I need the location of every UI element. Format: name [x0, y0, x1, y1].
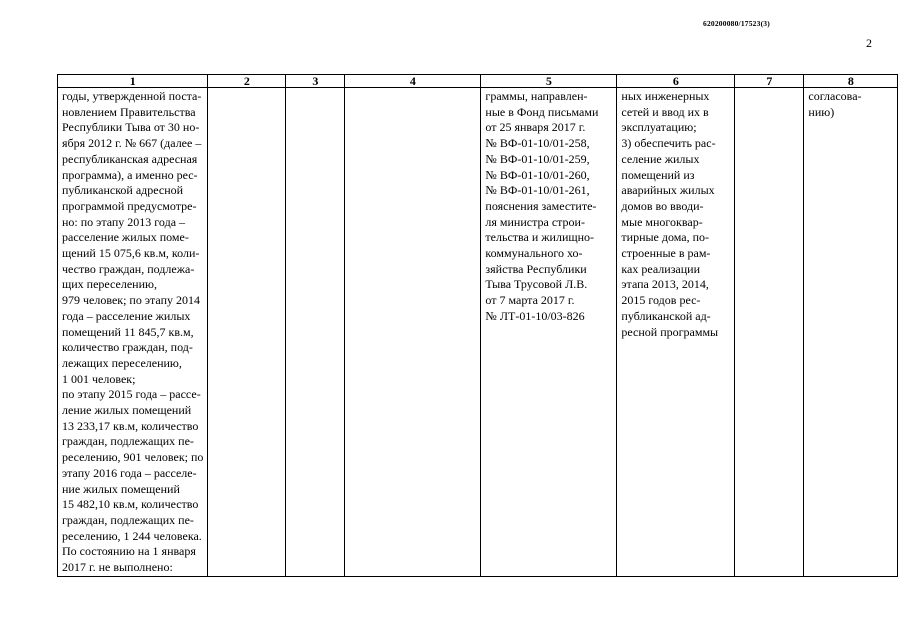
page-number: 2 [866, 36, 872, 50]
column-header-5: 5 [481, 75, 617, 88]
cell-col-6 [617, 88, 735, 577]
cell-col-3 [286, 88, 345, 577]
cell-text-line: по этапу 2015 года – рассе- [62, 387, 201, 402]
cell-text-line: 979 человек; по этапу 2014 [62, 293, 200, 308]
document-code: 620200080/17523(3) [703, 19, 770, 28]
cell-col-5 [481, 88, 617, 577]
cell-text-line: аварийных жилых [621, 183, 715, 198]
cell-text-line: реселению, 901 человек; по [62, 450, 204, 465]
cell-text-line: 13 233,17 кв.м, количество [62, 418, 199, 433]
cell-text-line: помещений 11 845,7 кв.м, [62, 324, 194, 339]
cell-col-7 [735, 88, 804, 577]
cell-text-line: граждан, подлежащих пе- [62, 512, 194, 527]
cell-text-line: республиканская адресная [62, 151, 198, 166]
cell-text-line: количество граждан, под- [62, 340, 193, 355]
column-header-2: 2 [208, 75, 286, 88]
cell-text-line: лежащих переселению, [62, 355, 182, 370]
cell-text-line: помещений из [621, 167, 695, 182]
column-header-1: 1 [58, 75, 208, 88]
cell-text-line: новлением Правительства [62, 104, 196, 119]
cell-text-line: этапа 2013, 2014, [621, 277, 709, 292]
column-header-3: 3 [286, 75, 345, 88]
table-row [58, 88, 898, 577]
column-header-8: 8 [804, 75, 898, 88]
data-table [57, 74, 898, 577]
cell-col-1 [58, 88, 208, 577]
cell-text-line: чество граждан, подлежа- [62, 261, 195, 276]
column-header-6: 6 [617, 75, 735, 88]
cell-text-line: граждан, подлежащих пе- [62, 434, 194, 449]
cell-text-line: года – расселение жилых [62, 308, 191, 323]
cell-text-line: № ВФ-01-10/01-258, [485, 136, 590, 151]
cell-text-line: селение жилых [621, 151, 700, 166]
cell-text-line: строенные в рам- [621, 246, 711, 261]
cell-text-line: ках реализации [621, 261, 701, 276]
cell-text-line: № ВФ-01-10/01-259, [485, 151, 590, 166]
cell-text-line: мые многоквар- [621, 214, 703, 229]
cell-text-line: 15 482,10 кв.м, количество [62, 497, 199, 512]
cell-text-line: от 7 марта 2017 г. [485, 293, 575, 308]
cell-text-line: коммунального хо- [485, 246, 583, 261]
cell-text-line: от 25 января 2017 г. [485, 120, 586, 135]
cell-text-line: публиканской ад- [621, 308, 711, 323]
cell-text-line: щих переселению, [62, 277, 157, 292]
cell-text-line: тельства и жилищно- [485, 230, 595, 245]
cell-col-4 [345, 88, 481, 577]
column-header-4: 4 [345, 75, 481, 88]
cell-text-line: согласова- [808, 89, 862, 103]
cell-text-line: 2015 годов рес- [621, 293, 701, 308]
cell-text-line: программой предусмотре- [62, 198, 197, 213]
cell-text-line: эксплуатацию; [621, 120, 697, 135]
cell-text-line: зяйства Республики [485, 261, 587, 276]
cell-text-line: тирные дома, по- [621, 230, 710, 245]
cell-text-line: домов во вводи- [621, 198, 704, 213]
cell-col-8 [804, 88, 898, 577]
cell-text-line: ние жилых помещений [62, 481, 180, 496]
cell-text-line: ресной программы [621, 324, 719, 339]
cell-text-line: годы, утвержденной поста- [62, 89, 202, 103]
cell-text-line: публиканской адресной [62, 183, 184, 198]
cell-text-line: Тыва Трусовой Л.В. [485, 277, 588, 292]
cell-text-line: ление жилых помещений [62, 403, 192, 418]
cell-text-line: 1 001 человек; [62, 371, 136, 386]
cell-text-line: ных инженерных [621, 89, 710, 103]
cell-text-line: граммы, направлен- [485, 89, 588, 103]
cell-text-line: № ВФ-01-10/01-261, [485, 183, 590, 198]
cell-text-line: этапу 2016 года – расселе- [62, 465, 197, 480]
column-header-7: 7 [735, 75, 804, 88]
cell-text-line: сетей и ввод их в [621, 104, 709, 119]
cell-text-line: но: по этапу 2013 года – [62, 214, 186, 229]
cell-text-line: № ВФ-01-10/01-260, [485, 167, 590, 182]
cell-col-2 [208, 88, 286, 577]
cell-text-line: программа), а именно рес- [62, 167, 198, 182]
cell-text-line: 2017 г. не выполнено: [62, 560, 173, 575]
cell-text-line: Республики Тыва от 30 но- [62, 120, 200, 135]
cell-text-line: По состоянию на 1 января [62, 544, 196, 559]
cell-text-line: реселению, 1 244 человека. [62, 528, 202, 543]
cell-text-line: щений 15 075,6 кв.м, коли- [62, 246, 200, 261]
cell-text-line: нию) [808, 104, 835, 119]
cell-text-line: пояснения заместите- [485, 198, 597, 213]
header-row [58, 75, 898, 88]
cell-text-line: 3) обеспечить рас- [621, 136, 716, 151]
cell-text-line: расселение жилых поме- [62, 230, 189, 245]
cell-text-line: № ЛТ-01-10/03-826 [485, 308, 585, 323]
cell-text-line: ные в Фонд письмами [485, 104, 599, 119]
cell-text-line: ября 2012 г. № 667 (далее – [62, 136, 202, 151]
cell-text-line: ля министра строи- [485, 214, 585, 229]
